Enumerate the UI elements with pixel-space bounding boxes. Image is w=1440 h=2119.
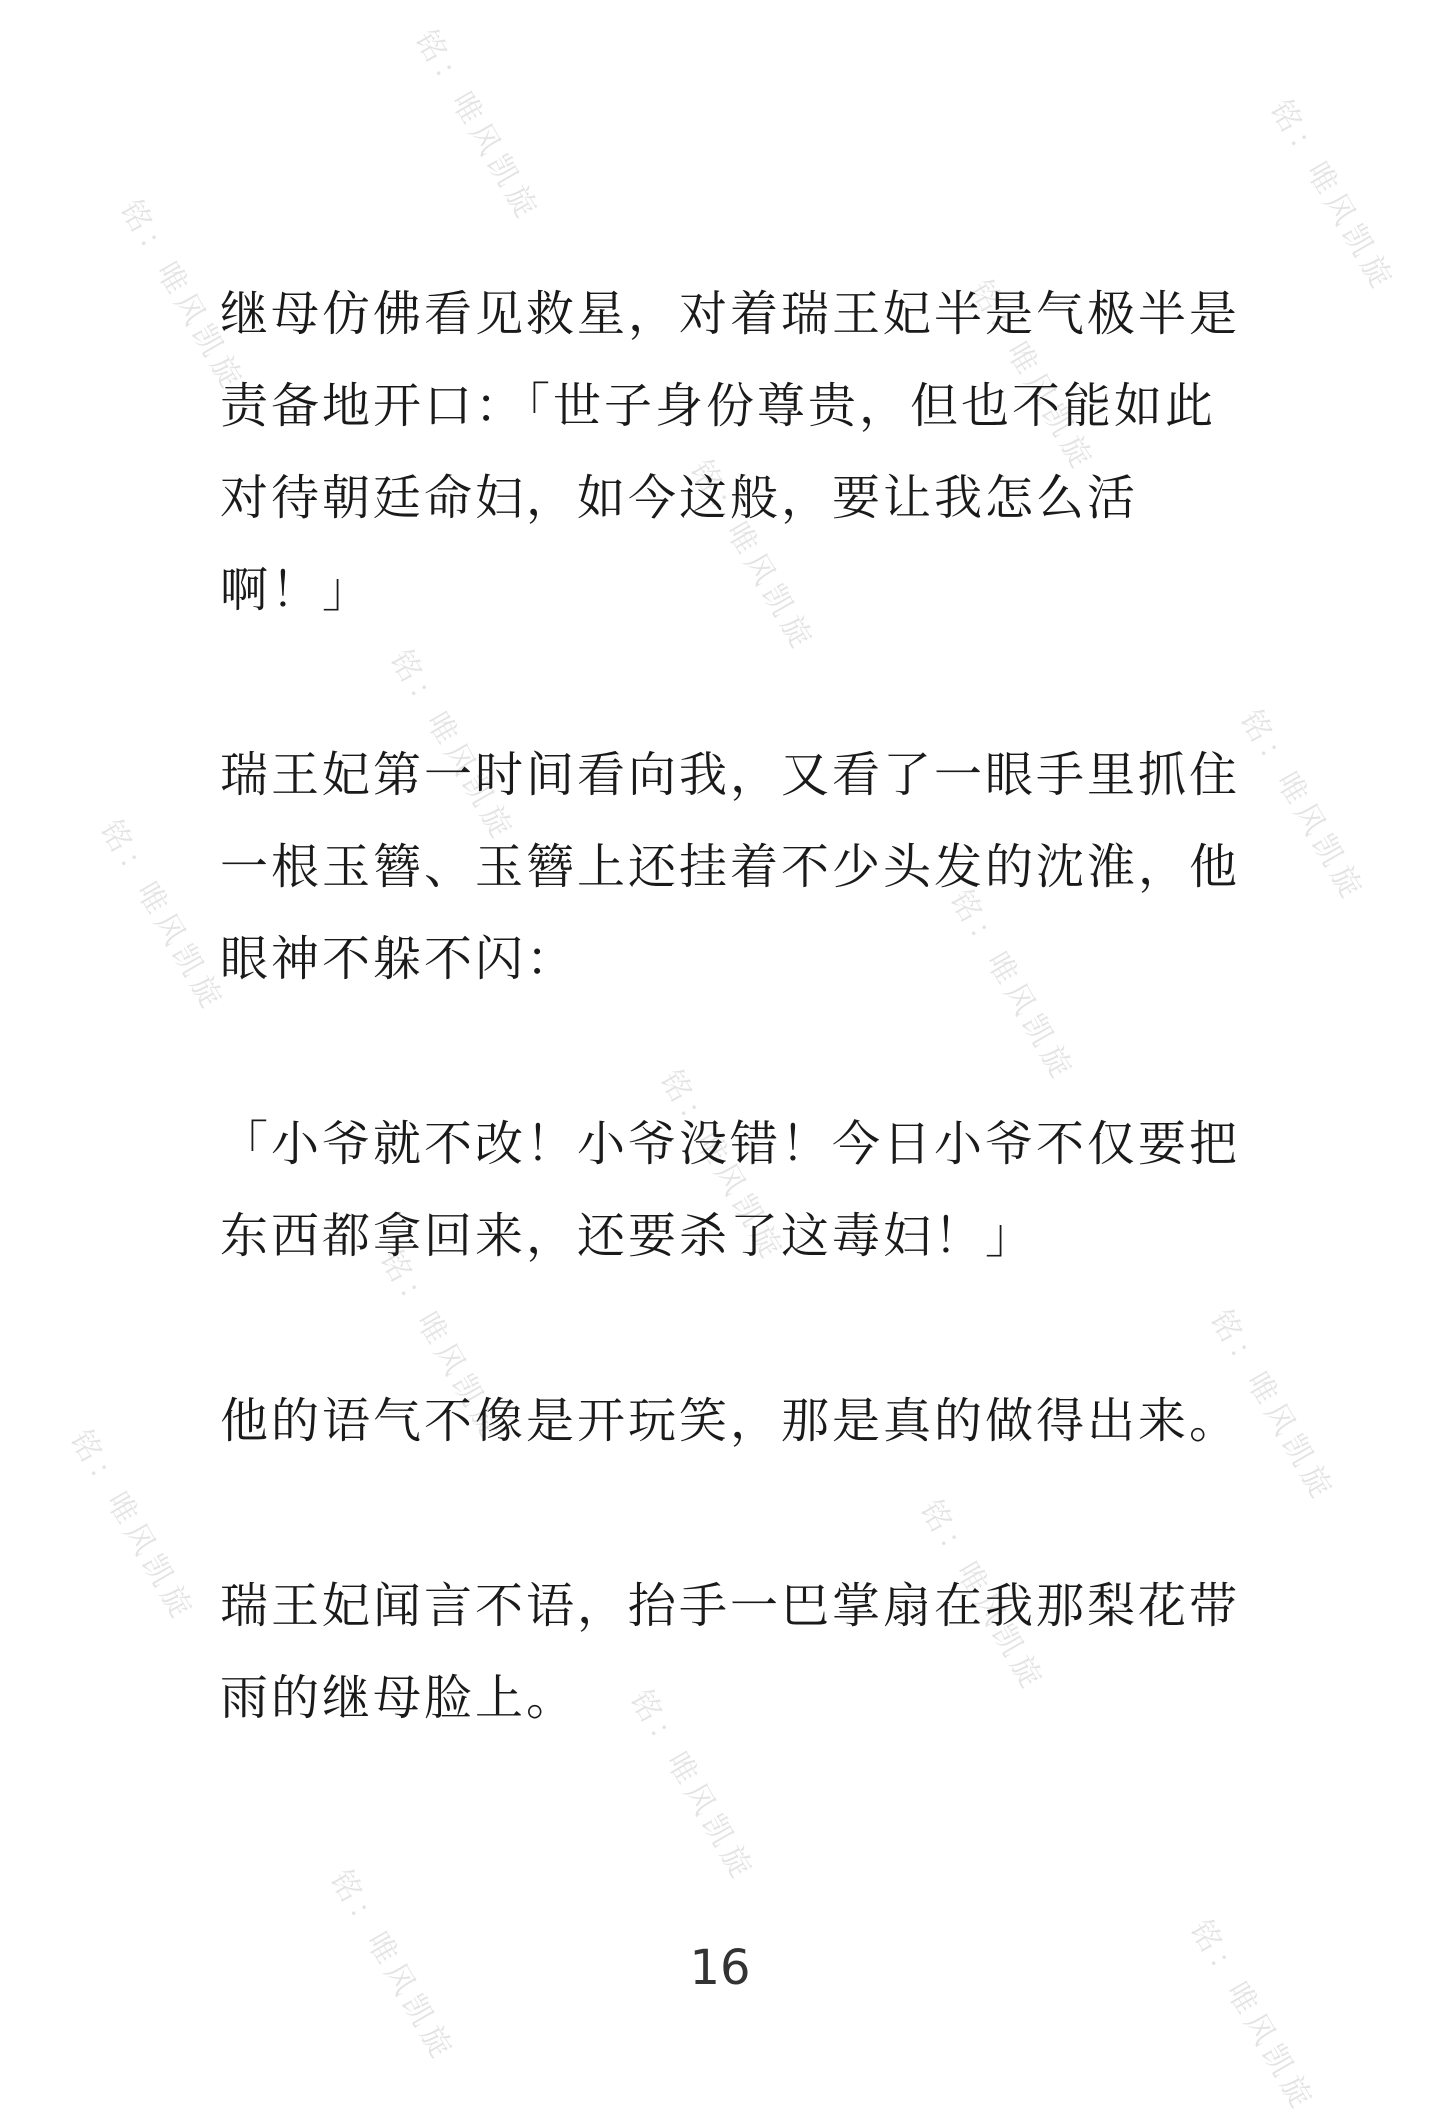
paragraph: 「小爷就不改！小爷没错！今日小爷不仅要把东西都拿回来，还要杀了这毒妇！」 bbox=[220, 1116, 1241, 1264]
watermark: 铭：唯风凯旋 bbox=[92, 814, 232, 1019]
paragraph: 瑞王妃第一时间看向我，又看了一眼手里抓住一根玉簪、玉簪上还挂着不少头发的沈淮，他眼神不躲不闪： bbox=[220, 747, 1241, 987]
paragraph: 瑞王妃闻言不语，抬手一巴掌扇在我那梨花带雨的继母脸上。 bbox=[220, 1578, 1241, 1726]
watermark: 铭：唯风凯旋 bbox=[322, 1864, 462, 2069]
watermark: 铭：唯风凯旋 bbox=[382, 644, 522, 849]
watermark: 铭：唯风凯旋 bbox=[962, 274, 1102, 479]
watermark: 铭：唯风凯旋 bbox=[652, 1064, 792, 1269]
story-text bbox=[220, 268, 1260, 1837]
watermark: 铭：唯风凯旋 bbox=[622, 1684, 762, 1889]
paragraph: 继母仿佛看见救星，对着瑞王妃半是气极半是责备地开口：「世子身份尊贵，但也不能如此对待朝廷命妇，如今这般，要让我怎么活啊！」 bbox=[220, 286, 1241, 618]
watermark: 铭：唯风凯旋 bbox=[912, 1494, 1052, 1699]
watermark: 铭：唯风凯旋 bbox=[1182, 1914, 1322, 2119]
watermark: 铭：唯风凯旋 bbox=[62, 1424, 202, 1629]
watermark: 铭：唯风凯旋 bbox=[1202, 1304, 1342, 1509]
watermark: 铭：唯风凯旋 bbox=[942, 884, 1082, 1089]
paragraph: 他的语气不像是开玩笑，那是真的做得出来。 bbox=[220, 1393, 1241, 1449]
watermark: 铭：唯风凯旋 bbox=[372, 1244, 512, 1449]
watermark: 铭：唯风凯旋 bbox=[1262, 94, 1402, 299]
watermark: 铭：唯风凯旋 bbox=[682, 454, 822, 659]
watermark: 铭：唯风凯旋 bbox=[1232, 704, 1372, 909]
page-number: 16 bbox=[689, 1940, 751, 1996]
watermark: 铭：唯风凯旋 bbox=[112, 194, 252, 399]
watermark: 铭：唯风凯旋 bbox=[407, 24, 547, 229]
